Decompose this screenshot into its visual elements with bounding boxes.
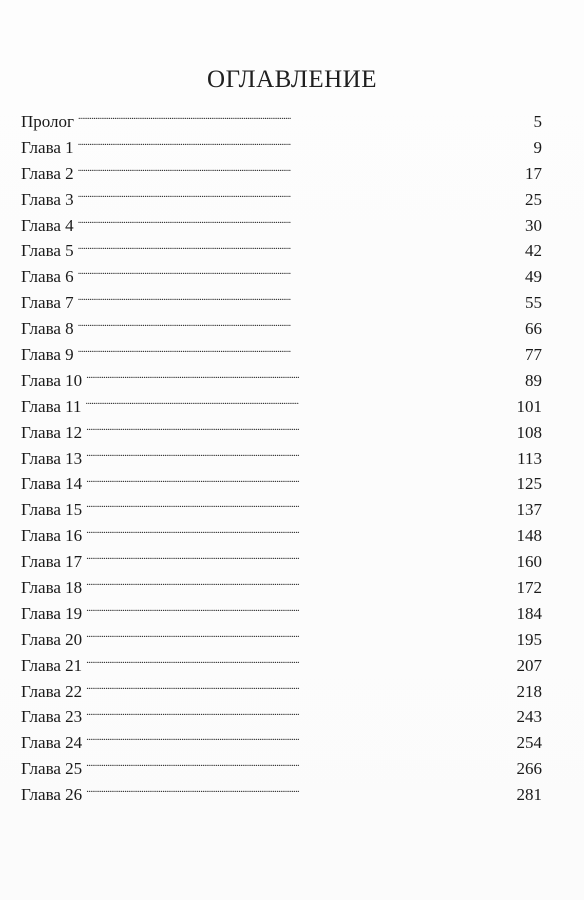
dot-leader	[78, 191, 522, 205]
toc-entry-label: Глава 4	[21, 215, 74, 235]
toc-entry-page: 17	[525, 163, 542, 183]
dot-leader	[86, 475, 513, 489]
toc-entry-label: Глава 23	[21, 707, 83, 727]
toc-entry	[21, 782, 542, 808]
toc-entry	[21, 704, 542, 730]
toc-entry	[21, 523, 542, 549]
dot-leader	[78, 217, 522, 231]
toc-entry-page: 108	[516, 422, 542, 442]
toc-entry	[21, 109, 542, 135]
dot-leader	[86, 786, 513, 800]
toc-entry	[21, 213, 542, 239]
toc-entry-page: 49	[525, 267, 542, 287]
dot-leader	[86, 579, 513, 593]
toc-entry-page: 42	[525, 241, 542, 261]
toc-entry-label: Глава 3	[21, 189, 74, 209]
toc-entry-page: 254	[516, 733, 542, 753]
toc-entry-label: Глава 16	[21, 526, 83, 546]
toc-entry-page: 125	[516, 474, 542, 494]
dot-leader	[86, 760, 513, 774]
toc-entry-page: 30	[525, 215, 542, 235]
dot-leader	[86, 424, 513, 438]
toc-entry-page: 9	[533, 137, 542, 157]
dot-leader	[78, 268, 522, 282]
toc-entry-page: 207	[516, 655, 542, 675]
toc-entry	[21, 290, 542, 316]
toc-entry-label: Глава 9	[21, 345, 74, 365]
toc-entry-label: Глава 14	[21, 474, 83, 494]
toc-entry-page: 172	[516, 578, 542, 598]
toc-entry-label: Глава 26	[21, 785, 83, 805]
dot-leader	[86, 372, 522, 386]
toc-entry-page: 184	[516, 603, 542, 623]
dot-leader	[86, 553, 513, 567]
toc-entry-page: 101	[516, 396, 542, 416]
toc-entry-label: Глава 7	[21, 293, 74, 313]
toc-entry	[21, 368, 542, 394]
toc-entry-page: 113	[517, 448, 542, 468]
toc-entry	[21, 679, 542, 705]
toc-entry-page: 137	[516, 500, 542, 520]
toc-entry-page: 243	[516, 707, 542, 727]
dot-leader	[86, 657, 513, 671]
toc-entry-label: Глава 1	[21, 137, 74, 157]
toc-entry-page: 25	[525, 189, 542, 209]
dot-leader	[86, 501, 513, 515]
dot-leader	[78, 139, 531, 153]
dot-leader	[86, 605, 513, 619]
dot-leader	[86, 527, 513, 541]
toc-entry	[21, 316, 542, 342]
toc-entry-label: Глава 12	[21, 422, 83, 442]
toc-entry-label: Глава 5	[21, 241, 74, 261]
toc-entry-page: 66	[525, 319, 542, 339]
toc-entry	[21, 627, 542, 653]
toc-entry-page: 281	[516, 785, 542, 805]
toc-entry	[21, 420, 542, 446]
toc-entry-page: 195	[516, 629, 542, 649]
toc-entry-label: Глава 21	[21, 655, 83, 675]
toc-entry	[21, 471, 542, 497]
toc-entry-label: Глава 6	[21, 267, 74, 287]
dot-leader	[78, 242, 522, 256]
toc-entry	[21, 264, 542, 290]
toc-entry-label: Глава 18	[21, 578, 83, 598]
toc-entry-label: Глава 24	[21, 733, 83, 753]
toc-entry	[21, 342, 542, 368]
toc-entry	[21, 497, 542, 523]
toc-entry-page: 148	[516, 526, 542, 546]
dot-leader	[86, 734, 513, 748]
toc-entry-page: 266	[516, 759, 542, 779]
dot-leader	[78, 113, 530, 127]
page-title: ОГЛАВЛЕНИЕ	[207, 66, 377, 93]
toc-entry-label: Глава 8	[21, 319, 74, 339]
toc-entry-label: Глава 25	[21, 759, 83, 779]
toc-entry	[21, 549, 542, 575]
toc-entry-label: Глава 2	[21, 163, 74, 183]
dot-leader	[78, 320, 522, 334]
toc-entry	[21, 238, 542, 264]
dot-leader	[78, 165, 522, 179]
toc-entry	[21, 446, 542, 472]
table-of-contents	[21, 109, 542, 808]
toc-entry	[21, 161, 542, 187]
toc-entry	[21, 653, 542, 679]
toc-entry-page: 77	[525, 345, 542, 365]
toc-entry	[21, 575, 542, 601]
dot-leader	[86, 631, 513, 645]
dot-leader	[78, 294, 522, 308]
dot-leader	[86, 683, 513, 697]
toc-entry	[21, 730, 542, 756]
toc-entry-label: Глава 20	[21, 629, 83, 649]
toc-entry-label: Глава 11	[21, 396, 82, 416]
toc-entry-label: Глава 22	[21, 681, 83, 701]
toc-entry-page: 89	[525, 370, 542, 390]
toc-entry	[21, 601, 542, 627]
toc-entry-page: 160	[516, 552, 542, 572]
toc-entry-label: Глава 15	[21, 500, 83, 520]
dot-leader	[86, 398, 514, 412]
toc-entry-page: 5	[533, 112, 542, 131]
toc-entry-label: Глава 17	[21, 552, 83, 572]
dot-leader	[86, 708, 513, 722]
toc-entry	[21, 394, 542, 420]
toc-entry-label: Пролог	[21, 112, 75, 131]
toc-entry-label: Глава 10	[21, 370, 83, 390]
toc-entry-page: 218	[516, 681, 542, 701]
toc-entry-label: Глава 19	[21, 603, 83, 623]
toc-entry	[21, 135, 542, 161]
dot-leader	[78, 346, 522, 360]
toc-entry	[21, 756, 542, 782]
toc-entry-page: 55	[525, 293, 542, 313]
toc-entry	[21, 187, 542, 213]
dot-leader	[86, 450, 514, 464]
toc-entry-label: Глава 13	[21, 448, 83, 468]
